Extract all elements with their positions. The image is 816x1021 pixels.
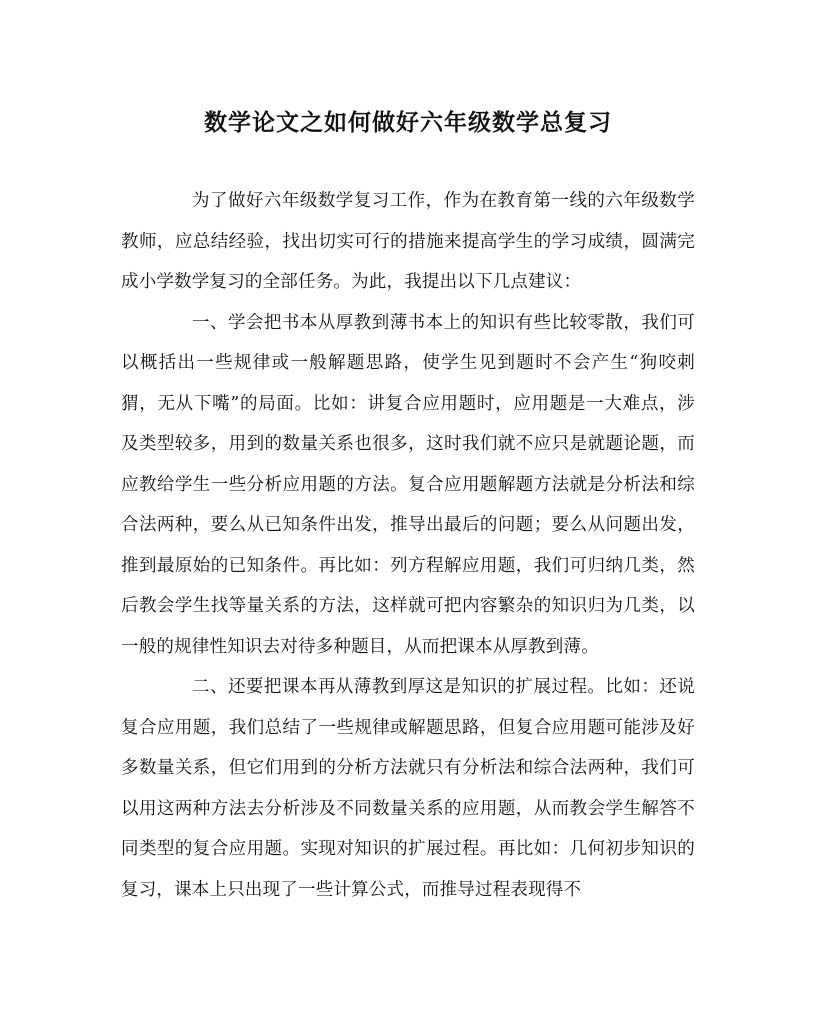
document-body	[121, 181, 695, 910]
document-title: 数学论文之如何做好六年级数学总复习	[204, 109, 612, 136]
paragraph-point-two: 二、还要把课本再从薄教到厚这是知识的扩展过程。比如：还说复合应用题，我们总结了一些规律或解题思路，但复合应用题可能涉及好多数量关系，但它们用到的分析方法就只有分析法和综合法两种，我们可以用这两种方法去分析涉及不同数量关系的应用题，从而教会学生解答不同类型的复合应用题。实现对知识的扩展过程。再比如：几何初步知识的复习，课本上只出现了一些计算公式，而推导过程表现得不	[121, 677, 695, 900]
paragraph-point-one: 一、学会把书本从厚教到薄书本上的知识有些比较零散，我们可以概括出一些规律或一般解题思路，使学生见到题时不会产生“狗咬刺猬，无从下嘴”的局面。比如：讲复合应用题时，应用题是一大难点，涉及类型较多，用到的数量关系也很多，这时我们就不应只是就题论题，而应教给学生一些分析应用题的方法。复合应用题解题方法就是分析法和综合法两种，要么从已知条件出发，推导出最后的问题；要么从问题出发，推到最原始的已知条件。再比如：列方程解应用题，我们可归纳几类，然后教会学生找等量关系的方法，这样就可把内容繁杂的知识归为几类，以一般的规律性知识去对待多种题目，从而把课本从厚教到薄。	[121, 312, 695, 657]
paragraph-intro: 为了做好六年级数学复习工作，作为在教育第一线的六年级数学教师，应总结经验，找出切实可行的措施来提高学生的学习成绩，圆满完成小学数学复习的全部任务。为此，我提出以下几点建议：	[121, 191, 695, 292]
